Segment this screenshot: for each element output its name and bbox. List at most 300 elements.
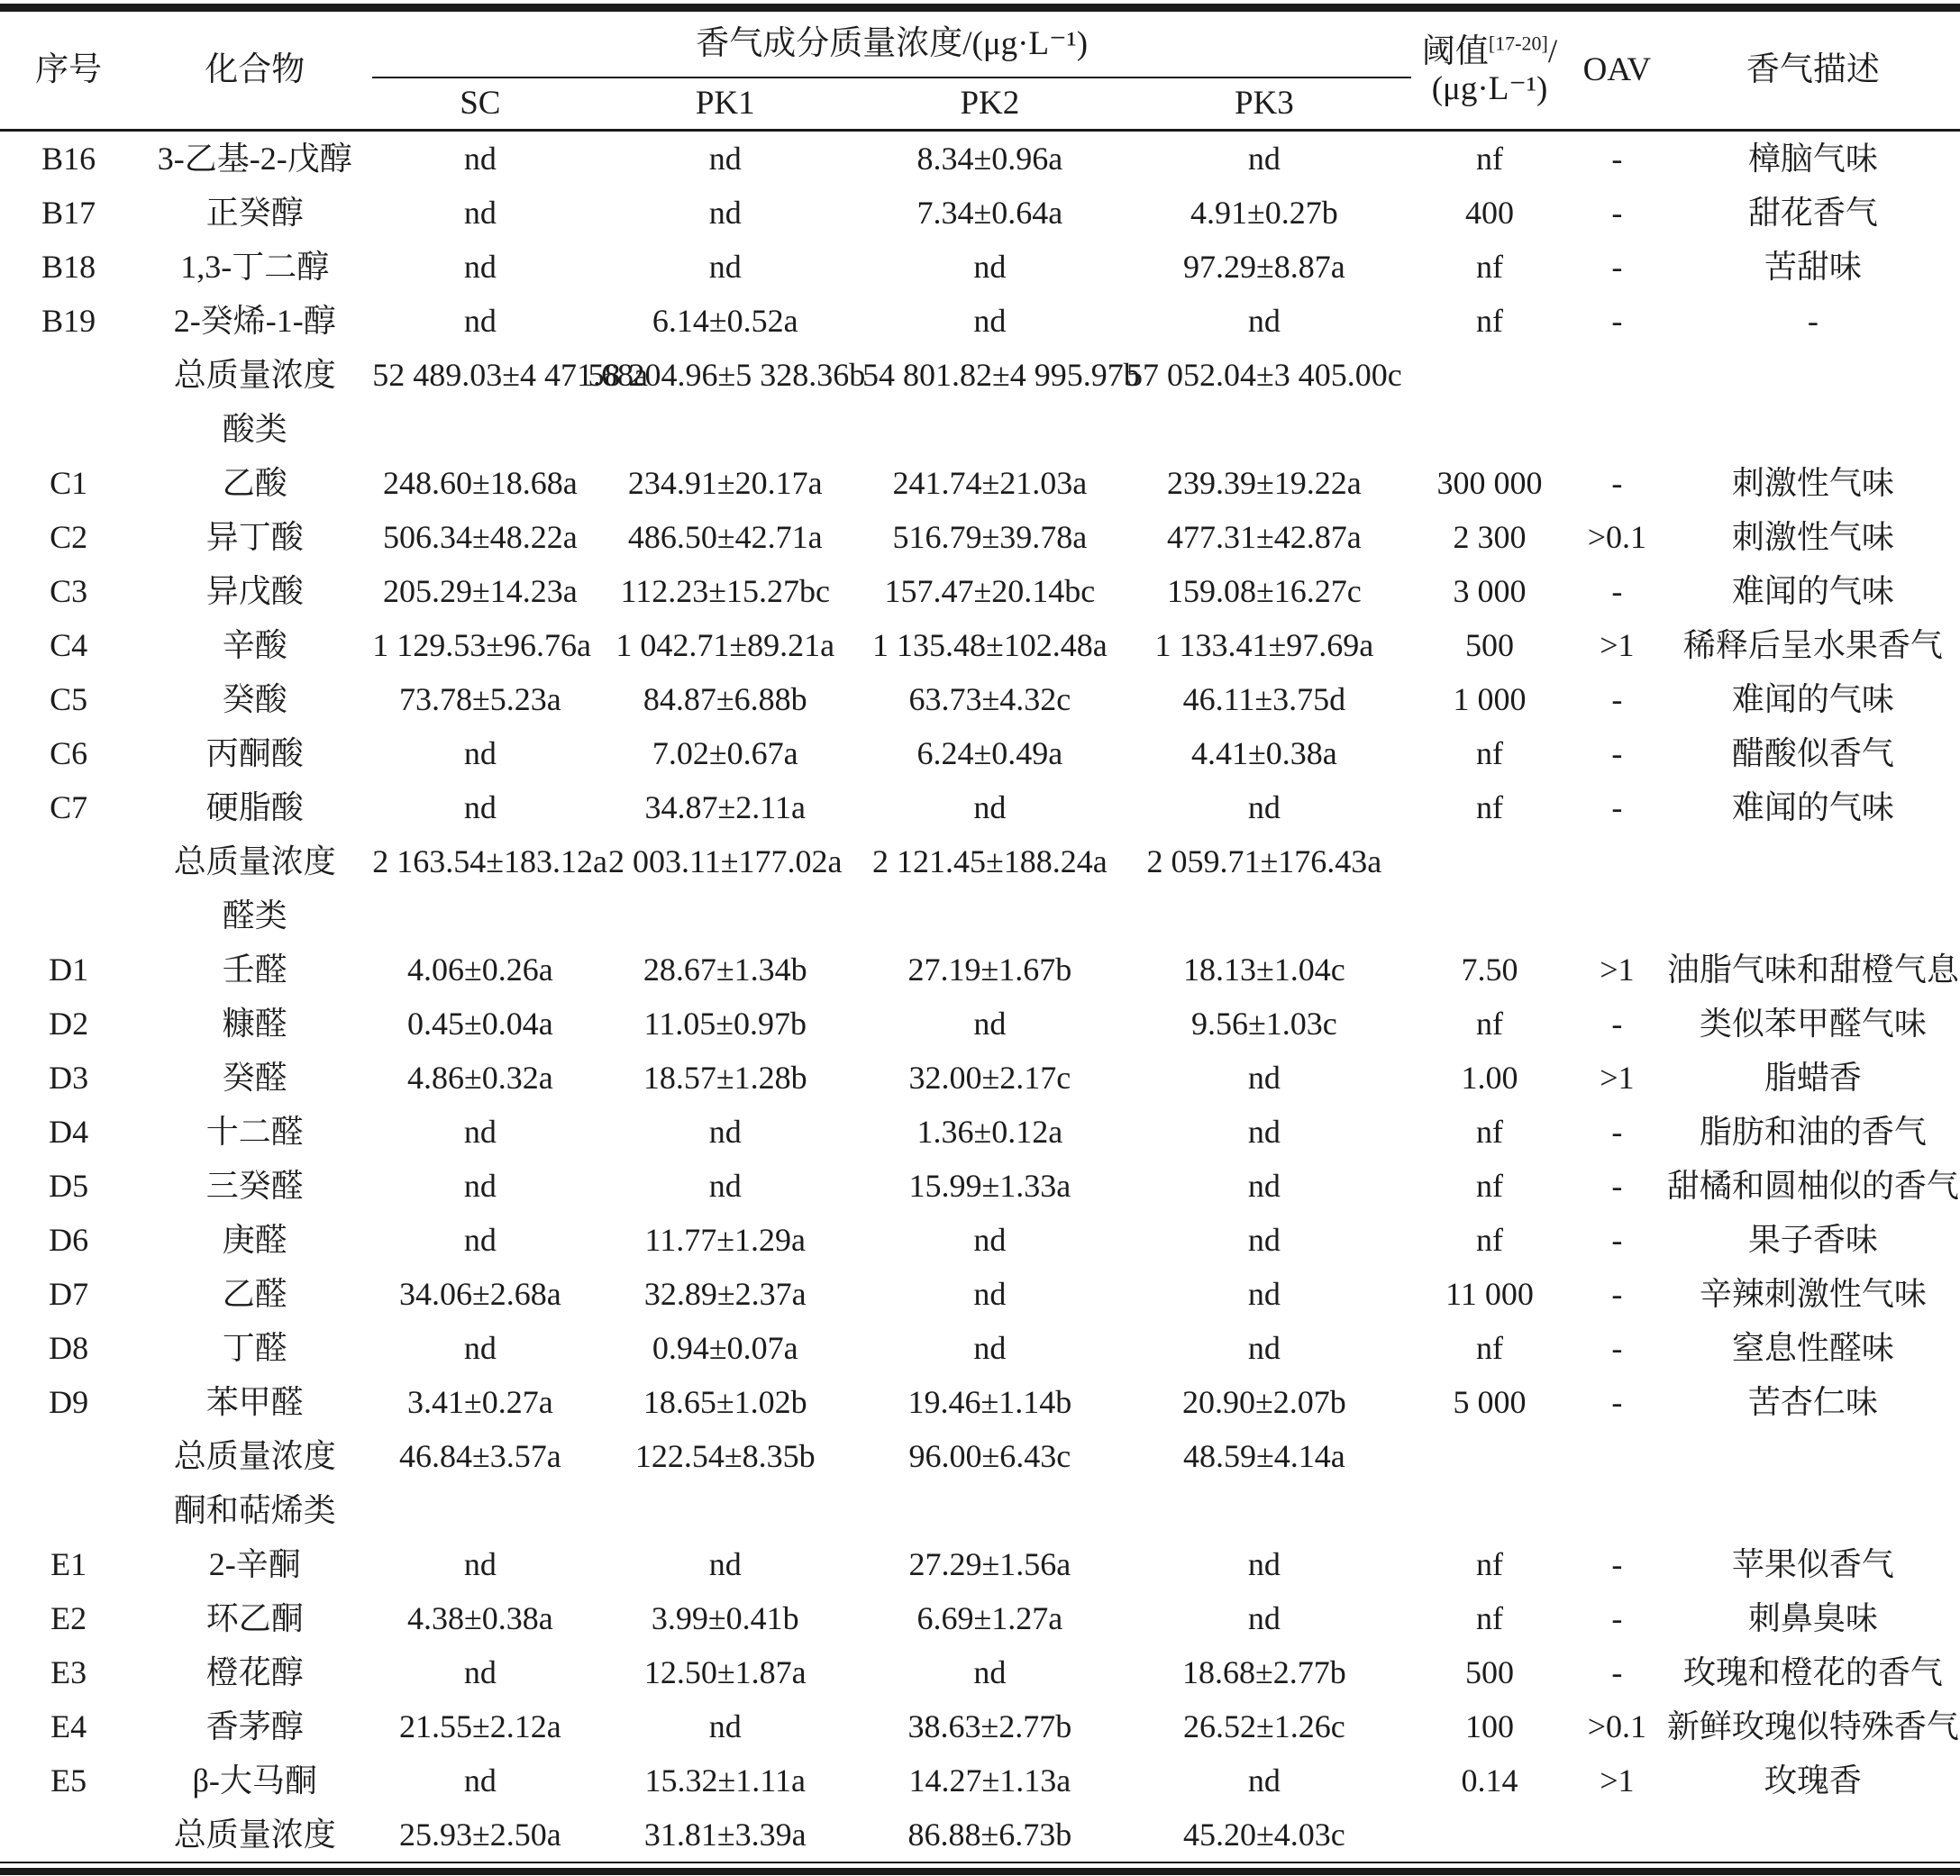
cell-sc: nd xyxy=(463,249,497,285)
cell-pk2: 157.47±20.14bc xyxy=(884,573,1096,609)
header-threshold-refs: [17-20] xyxy=(1488,32,1548,55)
cell-pk3: nd xyxy=(1247,1114,1281,1150)
cell-pk2: 1.36±0.12a xyxy=(916,1114,1063,1150)
cell-threshold xyxy=(1411,402,1568,456)
cell-pk2: nd xyxy=(973,303,1007,339)
cell-threshold xyxy=(1411,348,1568,402)
cell-oav xyxy=(1568,1808,1666,1862)
cell-pk1: 18.65±1.02b xyxy=(643,1384,807,1420)
cell-pk3 xyxy=(1117,402,1411,456)
cell-oav xyxy=(1568,402,1666,456)
cell-oav: - xyxy=(1611,1168,1623,1204)
cell-description: 苦甜味 xyxy=(1764,249,1862,285)
cell-no xyxy=(0,888,137,943)
cell-sc: nd xyxy=(463,195,497,231)
cell-compound: 醛类 xyxy=(222,897,287,933)
cell-sc: nd xyxy=(463,303,497,339)
cell-compound: 癸醛 xyxy=(222,1060,287,1096)
cell-no: D6 xyxy=(49,1222,89,1258)
cell-no xyxy=(0,1429,137,1483)
table-row-B16 xyxy=(0,131,1960,187)
cell-sc: 2 163.54±183.12a xyxy=(372,843,607,879)
cell-oav: >1 xyxy=(1600,1762,1635,1799)
cell-pk1: 84.87±6.88b xyxy=(643,681,807,717)
cell-threshold: nf xyxy=(1476,1330,1503,1366)
cell-oav: - xyxy=(1611,465,1623,501)
cell-pk1: 28.67±1.34b xyxy=(643,952,807,988)
cell-description: 苹果似香气 xyxy=(1731,1546,1894,1582)
cell-threshold: nf xyxy=(1476,1222,1503,1258)
cell-description: 稀释后呈水果香气 xyxy=(1682,627,1943,663)
cell-pk3: nd xyxy=(1247,1762,1281,1799)
cell-compound: 总质量浓度 xyxy=(173,1438,336,1474)
cell-pk1: 0.94±0.07a xyxy=(652,1330,798,1366)
cell-compound: 三癸醛 xyxy=(205,1168,304,1204)
cell-pk3: 18.68±2.77b xyxy=(1181,1654,1346,1690)
cell-sc: 0.45±0.04a xyxy=(407,1006,553,1042)
cell-oav: - xyxy=(1611,195,1623,231)
cell-sc: 506.34±48.22a xyxy=(383,519,578,555)
cell-threshold xyxy=(1411,1429,1568,1483)
cell-sc: nd xyxy=(463,1114,497,1150)
table-row-D7 xyxy=(0,1267,1960,1321)
cell-compound: 癸酸 xyxy=(222,681,287,717)
cell-description xyxy=(1666,834,1960,888)
cell-description: 刺激性气味 xyxy=(1731,519,1894,555)
cell-pk3: 57 052.04±3 405.00c xyxy=(1126,357,1402,393)
cell-compound: 酮和萜烯类 xyxy=(173,1492,336,1528)
cell-pk3: nd xyxy=(1247,141,1281,177)
cell-description xyxy=(1666,402,1960,456)
cell-sc: 73.78±5.23a xyxy=(399,681,561,717)
cell-no xyxy=(0,402,137,456)
cell-sc: 34.06±2.68a xyxy=(399,1276,561,1312)
table-row-E4 xyxy=(0,1699,1960,1753)
cell-pk2: 15.99±1.33a xyxy=(908,1168,1071,1204)
table-row-E5 xyxy=(0,1753,1960,1808)
table-row-D2 xyxy=(0,997,1960,1051)
cell-no: E5 xyxy=(50,1762,87,1799)
table-header xyxy=(0,12,1960,131)
cell-compound: 橙花醇 xyxy=(205,1654,304,1690)
cell-pk1 xyxy=(588,888,863,943)
cell-description xyxy=(1666,1808,1960,1862)
table-body xyxy=(0,131,1960,1863)
cell-description: 新鲜玫瑰似特殊香气 xyxy=(1666,1708,1959,1744)
cell-sc: nd xyxy=(463,1330,497,1366)
cell-oav xyxy=(1568,834,1666,888)
cell-sc: 52 489.03±4 471.68a xyxy=(372,357,648,393)
cell-no: C5 xyxy=(50,681,88,717)
cell-description: 类似苯甲醛气味 xyxy=(1699,1006,1927,1042)
cell-pk2: 19.46±1.14b xyxy=(907,1384,1072,1420)
cell-no: D3 xyxy=(49,1060,89,1096)
cell-threshold: nf xyxy=(1476,141,1503,177)
cell-oav: - xyxy=(1611,735,1623,771)
cell-oav: - xyxy=(1611,573,1623,609)
cell-compound: 总质量浓度 xyxy=(173,357,336,393)
table-row-B18 xyxy=(0,240,1960,294)
header-sub-pk2: PK2 xyxy=(960,85,1020,123)
table-row-D3 xyxy=(0,1051,1960,1105)
cell-oav xyxy=(1568,348,1666,402)
data-table xyxy=(0,12,1960,1863)
cell-description: 难闻的气味 xyxy=(1731,573,1894,609)
cell-description: - xyxy=(1807,303,1819,339)
cell-sc xyxy=(372,402,588,456)
cell-threshold: 2 300 xyxy=(1453,519,1527,555)
table-row-E2 xyxy=(0,1591,1960,1645)
header-description: 香气描述 xyxy=(1746,51,1880,89)
cell-pk3: nd xyxy=(1247,303,1281,339)
cell-no xyxy=(0,834,137,888)
cell-compound: 异丁酸 xyxy=(205,519,304,555)
cell-threshold: 1 000 xyxy=(1453,681,1527,717)
cell-no: B19 xyxy=(41,303,96,339)
cell-threshold: 300 000 xyxy=(1436,465,1543,501)
cell-pk2: nd xyxy=(973,1654,1007,1690)
cell-pk3: 2 059.71±176.43a xyxy=(1146,843,1382,879)
cell-pk1: 34.87±2.11a xyxy=(644,789,806,825)
cell-no: D1 xyxy=(49,952,89,988)
header-concentration-group: 香气成分质量浓度/(μg·L⁻¹) xyxy=(372,12,1411,77)
cell-compound: 乙酸 xyxy=(222,465,287,501)
cell-description: 醋酸似香气 xyxy=(1731,735,1894,771)
cell-pk1: nd xyxy=(708,141,742,177)
cell-sc: 3.41±0.27a xyxy=(407,1384,553,1420)
cell-pk1: 11.77±1.29a xyxy=(644,1222,806,1258)
header-oav: OAV xyxy=(1582,51,1652,89)
cell-pk3: 97.29±8.87a xyxy=(1183,249,1345,285)
cell-sc: 4.86±0.32a xyxy=(407,1060,553,1096)
cell-description: 辛辣刺激性气味 xyxy=(1699,1276,1927,1312)
cell-oav xyxy=(1568,888,1666,943)
cell-threshold: 7.50 xyxy=(1461,952,1518,988)
cell-sc: 21.55±2.12a xyxy=(399,1708,561,1744)
cell-pk3 xyxy=(1117,1483,1411,1537)
cell-sc xyxy=(372,888,588,943)
cell-description xyxy=(1666,888,1960,943)
cell-sc: 4.06±0.26a xyxy=(407,952,553,988)
cell-pk2: 27.29±1.56a xyxy=(908,1546,1071,1582)
cell-no: E1 xyxy=(50,1546,87,1582)
cell-pk3: 20.90±2.07b xyxy=(1181,1384,1346,1420)
cell-pk1 xyxy=(588,1483,863,1537)
cell-compound: 糠醛 xyxy=(222,1006,287,1042)
cell-oav: - xyxy=(1611,1600,1623,1636)
table-row-总质量浓度 xyxy=(0,348,1960,402)
cell-threshold: nf xyxy=(1476,1600,1503,1636)
cell-oav: >0.1 xyxy=(1587,1708,1647,1744)
cell-compound: 1,3-丁二醇 xyxy=(180,249,330,285)
cell-sc: 25.93±2.50a xyxy=(399,1817,561,1853)
cell-pk3: nd xyxy=(1247,1168,1281,1204)
cell-no: C7 xyxy=(50,789,88,825)
cell-sc: nd xyxy=(463,1546,497,1582)
cell-pk2: 27.19±1.67b xyxy=(907,952,1072,988)
cell-pk1: nd xyxy=(708,249,742,285)
cell-compound: 总质量浓度 xyxy=(173,1817,336,1853)
cell-description: 甜橘和圆柚似的香气 xyxy=(1666,1168,1959,1204)
cell-compound: 十二醛 xyxy=(205,1114,304,1150)
cell-threshold: 1.00 xyxy=(1461,1060,1518,1096)
cell-oav: >1 xyxy=(1600,952,1635,988)
cell-no: C2 xyxy=(50,519,88,555)
header-sub-pk1: PK1 xyxy=(695,85,755,123)
table-row-酮和萜烯类 xyxy=(0,1483,1960,1537)
cell-oav: - xyxy=(1611,1384,1623,1420)
header-no: 序号 xyxy=(35,51,103,89)
cell-pk3: 18.13±1.04c xyxy=(1183,952,1345,988)
cell-compound: 2-癸烯-1-醇 xyxy=(173,303,336,339)
table-row-酸类 xyxy=(0,402,1960,456)
cell-pk2: nd xyxy=(973,789,1007,825)
cell-threshold: 3 000 xyxy=(1453,573,1527,609)
cell-no: D2 xyxy=(49,1006,89,1042)
cell-compound: 环乙酮 xyxy=(205,1600,304,1636)
cell-oav: >1 xyxy=(1600,627,1635,663)
cell-oav: - xyxy=(1611,1654,1623,1690)
cell-description: 樟脑气味 xyxy=(1747,141,1878,177)
header-threshold-slash: / xyxy=(1547,32,1558,70)
cell-pk3: 477.31±42.87a xyxy=(1167,519,1362,555)
cell-description: 脂肪和油的香气 xyxy=(1699,1114,1927,1150)
cell-threshold: 500 xyxy=(1465,1654,1514,1690)
cell-pk2: 54 801.82±4 995.97b xyxy=(862,357,1140,393)
cell-pk2: 32.00±2.17c xyxy=(908,1060,1071,1096)
cell-no xyxy=(0,348,137,402)
cell-sc: 248.60±18.68a xyxy=(383,465,578,501)
cell-pk1: nd xyxy=(708,1546,742,1582)
cell-description: 刺鼻臭味 xyxy=(1747,1600,1878,1636)
cell-pk1: 7.02±0.67a xyxy=(652,735,798,771)
cell-pk2: 63.73±4.32c xyxy=(908,681,1071,717)
cell-pk2: 241.74±21.03a xyxy=(892,465,1088,501)
cell-no: D9 xyxy=(49,1384,89,1420)
cell-pk1: 122.54±8.35b xyxy=(634,1438,816,1474)
cell-pk2: nd xyxy=(973,249,1007,285)
cell-pk3: 26.52±1.26c xyxy=(1183,1708,1345,1744)
header-threshold-unit: (μg·L⁻¹) xyxy=(1431,70,1548,107)
cell-pk3: 45.20±4.03c xyxy=(1183,1817,1345,1853)
cell-compound: 香茅醇 xyxy=(205,1708,304,1744)
cell-pk2: 516.79±39.78a xyxy=(892,519,1088,555)
header-sub-pk3: PK3 xyxy=(1234,85,1294,123)
cell-threshold xyxy=(1411,1808,1568,1862)
header-sub-sc: SC xyxy=(460,85,501,123)
cell-compound: 异戊酸 xyxy=(205,573,304,609)
cell-oav: - xyxy=(1611,681,1623,717)
header-compound: 化合物 xyxy=(205,51,305,89)
cell-description: 窒息性醛味 xyxy=(1731,1330,1894,1366)
cell-oav: >1 xyxy=(1600,1060,1635,1096)
cell-sc: nd xyxy=(463,735,497,771)
cell-pk2: nd xyxy=(973,1006,1007,1042)
cell-threshold: nf xyxy=(1476,735,1503,771)
cell-pk3: nd xyxy=(1247,1330,1281,1366)
cell-threshold xyxy=(1411,888,1568,943)
table-row-C5 xyxy=(0,672,1960,726)
cell-pk2: 2 121.45±188.24a xyxy=(872,843,1108,879)
cell-no: B17 xyxy=(41,195,96,231)
cell-no: C6 xyxy=(50,735,88,771)
cell-compound: β-大马酮 xyxy=(192,1762,317,1799)
cell-pk1: 6.14±0.52a xyxy=(652,303,798,339)
cell-description: 难闻的气味 xyxy=(1731,789,1894,825)
cell-threshold: 100 xyxy=(1465,1708,1514,1744)
table-row-E1 xyxy=(0,1537,1960,1591)
cell-pk1: 234.91±20.17a xyxy=(627,465,823,501)
cell-no: C1 xyxy=(50,465,88,501)
table-row-D9 xyxy=(0,1375,1960,1429)
cell-pk2 xyxy=(862,888,1117,943)
table-row-总质量浓度 xyxy=(0,1429,1960,1483)
cell-oav: - xyxy=(1611,141,1623,177)
table-row-C1 xyxy=(0,456,1960,510)
cell-no xyxy=(0,1808,137,1862)
table-row-C6 xyxy=(0,726,1960,780)
cell-pk1: 1 042.71±89.21a xyxy=(615,627,835,663)
cell-compound: 苯甲醛 xyxy=(205,1384,304,1420)
cell-pk2: 38.63±2.77b xyxy=(907,1708,1072,1744)
table-row-D8 xyxy=(0,1321,1960,1375)
cell-threshold xyxy=(1411,1483,1568,1537)
cell-pk3: 239.39±19.22a xyxy=(1167,465,1362,501)
cell-no: D7 xyxy=(49,1276,89,1312)
cell-pk1: 32.89±2.37a xyxy=(643,1276,807,1312)
table-row-C3 xyxy=(0,564,1960,618)
cell-description: 油脂气味和甜橙气息 xyxy=(1666,952,1959,988)
cell-pk1: 3.99±0.41b xyxy=(651,1600,799,1636)
cell-pk3: 46.11±3.75d xyxy=(1182,681,1346,717)
cell-threshold: nf xyxy=(1476,789,1503,825)
cell-compound: 乙醛 xyxy=(222,1276,287,1312)
cell-pk2: nd xyxy=(973,1276,1007,1312)
header-threshold-label: 阈值 xyxy=(1421,32,1489,70)
cell-description: 脂蜡香 xyxy=(1764,1060,1862,1096)
cell-pk2: 6.24±0.49a xyxy=(916,735,1063,771)
cell-pk3: 48.59±4.14a xyxy=(1183,1438,1345,1474)
cell-pk1 xyxy=(588,402,863,456)
cell-pk3: 159.08±16.27c xyxy=(1167,573,1362,609)
cell-pk2: nd xyxy=(973,1222,1007,1258)
cell-sc: 205.29±14.23a xyxy=(383,573,578,609)
cell-description: 甜花香气 xyxy=(1747,195,1878,231)
cell-threshold xyxy=(1411,834,1568,888)
table-row-总质量浓度 xyxy=(0,834,1960,888)
cell-pk1: 18.57±1.28b xyxy=(643,1060,807,1096)
cell-pk3: nd xyxy=(1247,1222,1281,1258)
cell-no: D8 xyxy=(49,1330,89,1366)
table-row-C7 xyxy=(0,780,1960,834)
cell-sc: nd xyxy=(463,141,497,177)
cell-pk1: nd xyxy=(708,1708,742,1744)
cell-pk2: 96.00±6.43c xyxy=(908,1438,1071,1474)
cell-pk3: nd xyxy=(1247,1276,1281,1312)
cell-compound: 正癸醇 xyxy=(205,195,304,231)
cell-pk1: nd xyxy=(708,1114,742,1150)
cell-compound: 庚醛 xyxy=(222,1222,287,1258)
cell-description xyxy=(1666,1429,1960,1483)
cell-pk1: nd xyxy=(708,1168,742,1204)
table-row-C4 xyxy=(0,618,1960,672)
cell-compound: 总质量浓度 xyxy=(173,843,336,879)
cell-no: E3 xyxy=(50,1654,87,1690)
table-row-D6 xyxy=(0,1213,1960,1267)
cell-threshold: nf xyxy=(1476,1114,1503,1150)
cell-oav xyxy=(1568,1429,1666,1483)
table-row-B17 xyxy=(0,186,1960,240)
header-threshold xyxy=(1411,12,1568,131)
cell-sc: 1 129.53±96.76a xyxy=(372,627,591,663)
cell-pk1: 112.23±15.27bc xyxy=(620,573,830,609)
cell-no: D5 xyxy=(49,1168,89,1204)
cell-oav: - xyxy=(1611,1006,1623,1042)
cell-sc: 46.84±3.57a xyxy=(399,1438,561,1474)
cell-no: C4 xyxy=(50,627,88,663)
cell-threshold: nf xyxy=(1476,303,1503,339)
cell-pk2: 6.69±1.27a xyxy=(916,1600,1063,1636)
cell-sc: 4.38±0.38a xyxy=(407,1600,553,1636)
cell-threshold: 500 xyxy=(1465,627,1514,663)
cell-no: E2 xyxy=(50,1600,87,1636)
cell-oav xyxy=(1568,1483,1666,1537)
cell-threshold: 0.14 xyxy=(1461,1762,1518,1799)
cell-pk2: 14.27±1.13a xyxy=(908,1762,1071,1799)
table-row-D4 xyxy=(0,1105,1960,1159)
cell-pk1: 2 003.11±177.02a xyxy=(608,843,843,879)
cell-no: E4 xyxy=(50,1708,87,1744)
cell-threshold: nf xyxy=(1476,1546,1503,1582)
cell-oav: - xyxy=(1611,789,1623,825)
cell-compound: 丙酮酸 xyxy=(205,735,304,771)
cell-pk2 xyxy=(862,1483,1117,1537)
table-row-C2 xyxy=(0,510,1960,564)
cell-pk2 xyxy=(862,402,1117,456)
cell-pk1: 31.81±3.39a xyxy=(643,1817,807,1853)
cell-pk3: nd xyxy=(1247,789,1281,825)
cell-description: 玫瑰和橙花的香气 xyxy=(1682,1654,1943,1690)
cell-description: 难闻的气味 xyxy=(1731,681,1894,717)
cell-no xyxy=(0,1483,137,1537)
cell-oav: >0.1 xyxy=(1587,519,1647,555)
table-row-D5 xyxy=(0,1159,1960,1213)
table-row-总质量浓度 xyxy=(0,1808,1960,1862)
cell-sc xyxy=(372,1483,588,1537)
cell-description: 玫瑰香 xyxy=(1764,1762,1862,1799)
cell-oav: - xyxy=(1611,1276,1623,1312)
cell-compound: 丁醛 xyxy=(222,1330,287,1366)
cell-pk2: 8.34±0.96a xyxy=(916,141,1063,177)
cell-pk3: nd xyxy=(1247,1600,1281,1636)
aroma-components-table xyxy=(0,4,1960,1875)
cell-sc: nd xyxy=(463,1168,497,1204)
cell-pk3: 4.41±0.38a xyxy=(1191,735,1337,771)
cell-sc: nd xyxy=(463,1222,497,1258)
cell-compound: 3-乙基-2-戊醇 xyxy=(157,141,352,177)
cell-pk1: 11.05±0.97b xyxy=(643,1006,807,1042)
table-row-B19 xyxy=(0,294,1960,348)
cell-pk1: 486.50±42.71a xyxy=(627,519,823,555)
cell-no: C3 xyxy=(50,573,88,609)
cell-pk3: nd xyxy=(1247,1546,1281,1582)
cell-description xyxy=(1666,348,1960,402)
cell-compound: 辛酸 xyxy=(222,627,287,663)
table-row-醛类 xyxy=(0,888,1960,943)
cell-threshold: nf xyxy=(1476,1168,1503,1204)
table-row-D1 xyxy=(0,943,1960,997)
cell-pk3: 1 133.41±97.69a xyxy=(1154,627,1374,663)
